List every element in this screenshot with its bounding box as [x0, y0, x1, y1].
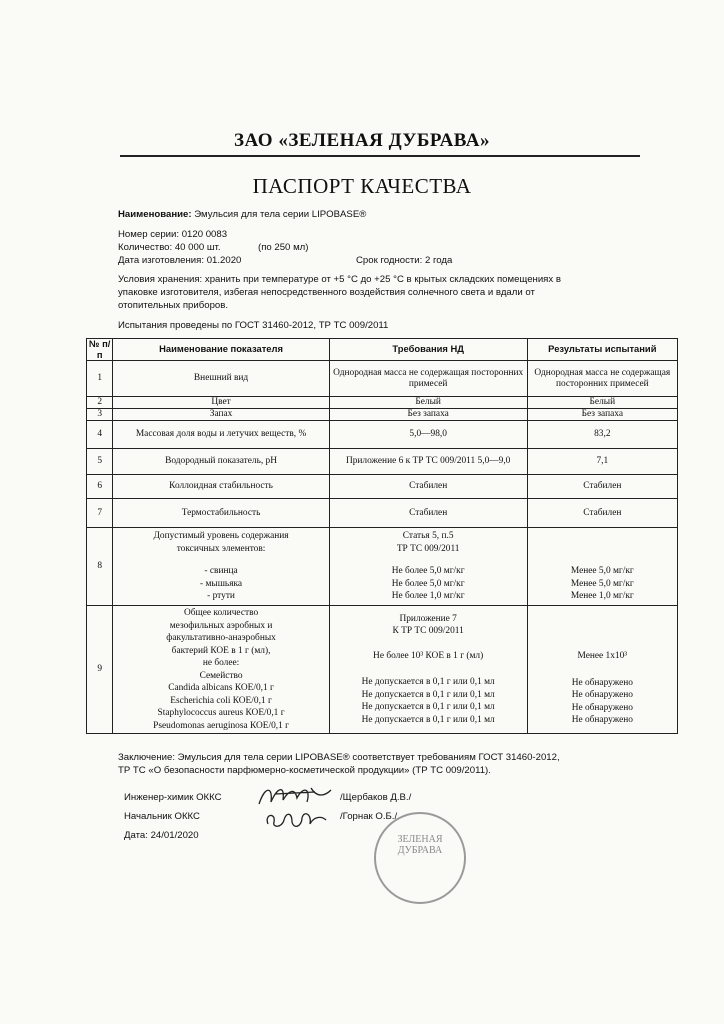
row-requirement: Белый [329, 397, 527, 409]
row-indicator [113, 606, 329, 734]
row-result: Стабилен [527, 475, 677, 499]
sub-result: Не обнаружено [571, 690, 633, 701]
product-name-line [118, 209, 366, 221]
quantity: Количество: 40 000 шт. [118, 242, 221, 253]
table-row [87, 499, 678, 528]
company-stamp [374, 812, 466, 904]
sub-result: Менее 5,0 мг/кг [570, 578, 634, 589]
row-number: 5 [87, 449, 113, 475]
row-result: Белый [527, 397, 677, 409]
requirement-ref: Статья 5, п.5 [402, 531, 454, 542]
row-indicator: Внешний вид [113, 361, 329, 397]
sub-result: Не обнаружено [571, 702, 633, 713]
sub-indicator: Staphylococcus aureus КОЕ/0,1 г [157, 708, 285, 718]
sub-requirement: Не более 5,0 мг/кг [391, 566, 465, 577]
sub-indicator: - ртути [207, 591, 235, 602]
row-indicator: Запах [113, 409, 329, 421]
row-indicator: Массовая доля воды и летучих веществ, % [113, 421, 329, 449]
table-row [87, 475, 678, 499]
spacer [332, 662, 525, 676]
requirement-ref: ТР ТС 009/2011 [396, 543, 460, 554]
row-result: 83,2 [527, 421, 677, 449]
signature-date: Дата: 24/01/2020 [124, 830, 199, 841]
row-requirement: Стабилен [329, 475, 527, 499]
sub-requirement: Не допускается в 0,1 г или 0,1 мл [361, 677, 495, 688]
row-indicator: Водородный показатель, pH [113, 449, 329, 475]
engineer-name: /Щербаков Д.В./ [340, 792, 412, 803]
document-title: ПАСПОРТ КАЧЕСТВА [252, 174, 472, 198]
header-divider [120, 155, 640, 157]
sub-requirement: Не более 1,0 мг/кг [391, 591, 465, 602]
row-indicator: Термостабильность [113, 499, 329, 528]
sub-requirement: Не допускается в 0,1 г или 0,1 мл [361, 689, 495, 700]
indicator-title: факультативно-анаэробных [166, 633, 276, 643]
product-name-value: Эмульсия для тела серии LIPOBASE® [194, 209, 367, 220]
row-requirement: 5,0—98,0 [329, 421, 527, 449]
stamp-line-1: ЗЕЛЕНАЯ [397, 834, 443, 845]
spacer [332, 555, 525, 565]
stamp-line-2: ДУБРАВА [397, 845, 443, 856]
head-role: Начальник ОККС [124, 811, 200, 822]
sub-requirement: Не допускается в 0,1 г или 0,1 мл [361, 702, 495, 713]
sub-indicator: - свинца [204, 566, 238, 577]
storage-conditions-1: Условия хранения: хранить при температуре от +5 °С до +25 °С в крытых складских помещениях в [118, 274, 561, 285]
row-number: 8 [87, 528, 113, 606]
sub-indicator: Pseudomonas aeruginosa КОЕ/0,1 г [153, 720, 289, 731]
indicator-title: Допустимый уровень содержания [153, 531, 289, 542]
sub-requirement: Не допускается в 0,1 г или 0,1 мл [361, 714, 495, 725]
spacer [530, 612, 675, 650]
series-number: Номер серии: 0120 0083 [118, 229, 228, 240]
row-number: 4 [87, 421, 113, 449]
row-requirement: Без запаха [329, 409, 527, 421]
storage-conditions-3: отопительных приборов. [118, 300, 229, 311]
result-main: Менее 1х10³ [577, 651, 628, 662]
header-requirements: Требования НД [329, 339, 527, 361]
table-row [87, 421, 678, 449]
results-table [86, 338, 678, 734]
header-number: № п/п [87, 339, 113, 361]
table-row [87, 449, 678, 475]
head-signature [262, 806, 332, 832]
row-indicator [113, 528, 329, 606]
sub-result: Не обнаружено [571, 715, 633, 726]
requirement-ref: Приложение 7 [399, 613, 457, 624]
header-indicator: Наименование показателя [113, 339, 329, 361]
table-row [87, 409, 678, 421]
storage-conditions-2: упаковке изготовителя, избегая непосредственного воздействия солнечного света и вдали от [118, 287, 535, 298]
conclusion-line-1: Заключение: Эмульсия для тела серии LIPOBASE® соответствует требованиям ГОСТ 31460-2012, [118, 752, 560, 763]
table-header-row [87, 339, 678, 361]
row-result: Без запаха [527, 409, 677, 421]
row-requirement: Приложение 6 к ТР ТС 009/2011 5,0—9,0 [329, 449, 527, 475]
header-results: Результаты испытаний [527, 339, 677, 361]
indicator-title: мезофильных аэробных и [169, 620, 273, 631]
row-requirement: Стабилен [329, 499, 527, 528]
row-indicator: Цвет [113, 397, 329, 409]
table-row [87, 361, 678, 397]
row-number: 1 [87, 361, 113, 397]
row-indicator: Коллоидная стабильность [113, 475, 329, 499]
requirement-ref: К ТР ТС 009/2011 [392, 626, 464, 637]
row-requirement [329, 606, 527, 734]
row-result: Стабилен [527, 499, 677, 528]
row-number: 7 [87, 499, 113, 528]
row-number: 9 [87, 606, 113, 734]
row-result: Однородная масса не содержащая посторонних примесей [527, 361, 677, 397]
row-requirement [329, 528, 527, 606]
indicator-title: токсичных элементов: [176, 543, 266, 554]
product-name-label: Наименование: [118, 209, 192, 220]
row-result [527, 528, 677, 606]
table-row-microbiology [87, 606, 678, 734]
sub-requirement: Не более 5,0 мг/кг [391, 578, 465, 589]
sub-result: Менее 5,0 мг/кг [570, 566, 634, 577]
indicator-title: Общее количество [183, 608, 259, 618]
sub-indicator: Escherichia coli КОЕ/0,1 г [170, 695, 272, 706]
spacer [115, 555, 326, 565]
tests-standard: Испытания проведены по ГОСТ 31460-2012, ТР ТС 009/2011 [118, 320, 389, 331]
company-name: ЗАО «ЗЕЛЕНАЯ ДУБРАВА» [234, 130, 490, 151]
shelf-life: Срок годности: 2 года [356, 255, 453, 266]
spacer [332, 638, 525, 650]
row-result [527, 606, 677, 734]
sub-indicator: Candida albicans КОЕ/0,1 г [168, 683, 274, 693]
indicator-title: бактерий КОЕ в 1 г (мл), [171, 645, 271, 656]
head-name: /Горнак О.Б./ [340, 811, 398, 822]
row-result: 7,1 [527, 449, 677, 475]
sub-result: Не обнаружено [571, 677, 633, 688]
spacer [530, 530, 675, 565]
table-row [87, 397, 678, 409]
conclusion-line-2: ТР ТС «О безопасности парфюмерно-косметической продукции» (ТР ТС 009/2011). [118, 765, 491, 776]
row-requirement: Однородная масса не содержащая посторонних примесей [329, 361, 527, 397]
indicator-family: Семейство [199, 670, 243, 681]
manufacture-date: Дата изготовления: 01.2020 [118, 255, 242, 266]
sub-indicator: - мышьяка [200, 578, 243, 589]
sub-result: Менее 1,0 мг/кг [570, 591, 634, 602]
spacer [530, 663, 675, 677]
indicator-title: не более: [202, 658, 240, 668]
requirement-main: Не более 10³ КОЕ в 1 г (мл) [373, 650, 484, 661]
row-number: 6 [87, 475, 113, 499]
row-number: 2 [87, 397, 113, 409]
row-number: 3 [87, 409, 113, 421]
engineer-role: Инженер-химик ОККС [124, 792, 222, 803]
quantity-pack: (по 250 мл) [258, 242, 309, 253]
table-row-toxic-elements [87, 528, 678, 606]
